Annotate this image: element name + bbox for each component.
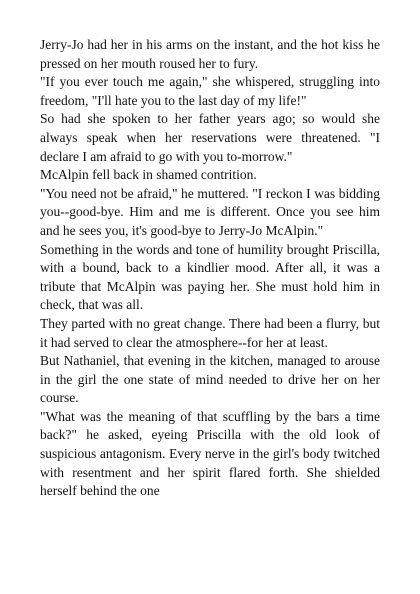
paragraph-8: But Nathaniel, that evening in the kitchen, managed to arouse in the girl the one state of mind needed to drive her on her course. [40, 353, 380, 406]
paragraph-2: "If you ever touch me again," she whispered, struggling into freedom, "I'll hate you to the last day of my life!" [40, 74, 380, 108]
paragraph-5: "You need not be afraid," he muttered. "I reckon I was bidding you--good-bye. Him and me is different. Once you see him and he sees you, it's good-bye to Jerry-Jo McAlpin." [40, 185, 380, 238]
paragraph-9: "What was the meaning of that scuffling by the bars a time back?" he asked, eyeing Priscilla with the old look of suspicious antagonism. Every nerve in the girl's body twitched with resentment and her spirit flared forth. She shielded herself behind the one [40, 408, 380, 499]
paragraph-1: Jerry-Jo had her in his arms on the instant, and the hot kiss he pressed on her mouth roused her to fury. [40, 37, 380, 71]
paragraph-3: So had she spoken to her father years ago; so would she always speak when her reservations were threatened. "I declare I am afraid to go with you to-morrow." [40, 111, 380, 164]
paragraph-7: They parted with no great change. There had been a flurry, but it had served to clear the atmosphere--for her at least. [40, 315, 380, 350]
body-text [40, 36, 380, 501]
paragraph-4: McAlpin fell back in shamed contrition. [40, 167, 257, 183]
paragraph-6: Something in the words and tone of humility brought Priscilla, with a bound, back to a kindlier mood. After all, it was a tribute that McAlpin was paying her. She must hold him in check, that was all. [40, 241, 380, 313]
